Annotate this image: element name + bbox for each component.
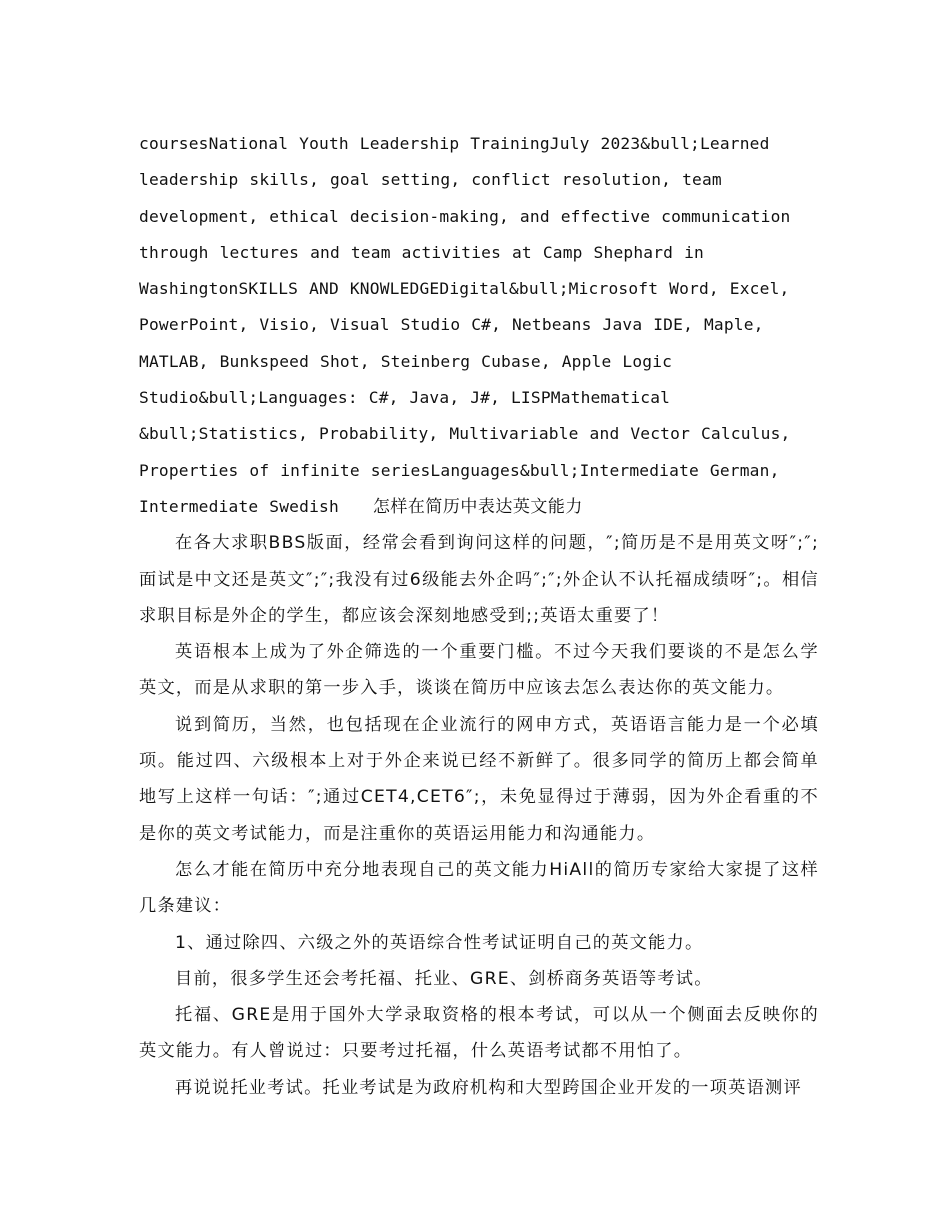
paragraph: 怎么才能在简历中充分地表现自己的英文能力HiAll的简历专家给大家提了这样几条建议： — [139, 859, 819, 917]
paragraph: 1、通过除四、六级之外的英语综合性考试证明自己的英文能力。 — [175, 932, 704, 953]
paragraph: 在各大求职BBS版面，经常会看到询问这样的问题，″;简历是不是用英文呀″;″;面试是中文还是英文″;″;我没有过6级能去外企吗″;″;外企认不认托福成绩呀″;。相信求职目标是外企的学生，都应该会深刻地感受到;;英语太重要了！ — [139, 533, 819, 626]
paragraph: 说到简历，当然，也包括现在企业流行的网申方式，英语语言能力是一个必填项。能过四、六级根本上对于外企来说已经不新鲜了。很多同学的简历上都会简单地写上这样一句话：″;通过CET4,CET6″;，未免显得过于薄弱，因为外企看重的不是你的英文考试能力，而是注重你的英语运用能力和沟通能力。 — [139, 714, 819, 844]
paragraph: 英语根本上成为了外企筛选的一个重要门槛。不过今天我们要谈的不是怎么学英文，而是从求职的第一步入手，谈谈在简历中应该去怎么表达你的英文能力。 — [139, 642, 819, 699]
section-title: 怎样在简历中表达英文能力 — [372, 496, 583, 517]
paragraph: 目前，很多学生还会考托福、托业、GRE、剑桥商务英语等考试。 — [175, 968, 713, 989]
document-body — [139, 126, 819, 1106]
english-resume-text: coursesNational Youth Leadership TrainingJuly 2023&bull;Learned leadership skills, goal setting, conflict resolution, team development, ethical decision-making, and effective communication through lectures and team activities at Camp Shephard in WashingtonSKILLS AND KNOWLEDGEDigital&bull;Microsoft Word, Excel, PowerPoint, Visio, Visual Studio C#, Netbeans Java IDE, Maple, MATLAB, Bunkspeed Shot, Steinberg Cubase, Apple Logic Studio&bull;Languages: C#, Java, J#, LISPMathematical &bull;Statistics, Probability, Multivariable and Vector Calculus, Properties of infinite seriesLanguages&bull;Intermediate German, Intermediate Swedish — [139, 134, 791, 516]
english-resume-excerpt — [139, 126, 819, 525]
paragraph: 再说说托业考试。托业考试是为政府机构和大型跨国企业开发的一项英语测评 — [175, 1077, 802, 1098]
paragraph: 托福、GRE是用于国外大学录取资格的根本考试，可以从一个侧面去反映你的英文能力。有人曾说过：只要考过托福，什么英语考试都不用怕了。 — [139, 1005, 819, 1062]
